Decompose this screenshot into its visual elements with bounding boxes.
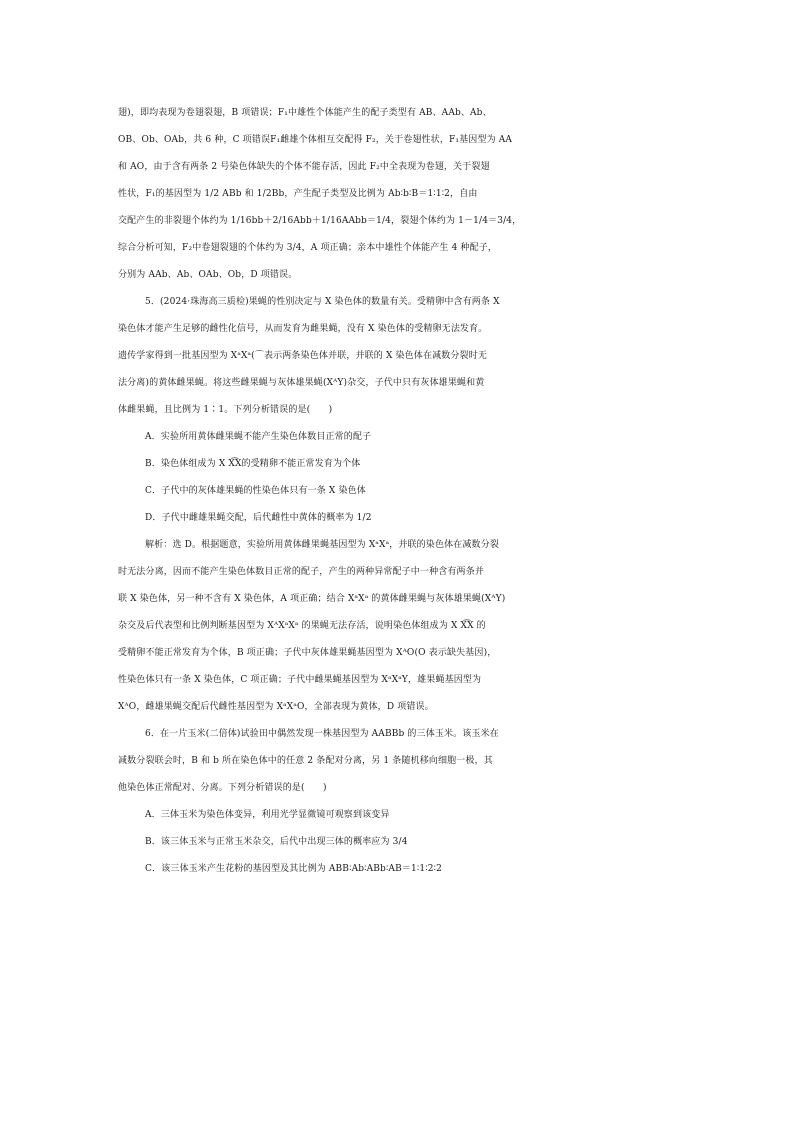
text-line: C．子代中的灰体雄果蝇的性染色体只有一条 X 染色体 <box>145 486 366 496</box>
text-line: 和 AO，由于含有两条 2 号染色体缺失的个体不能存活，因此 F₂中全表现为卷翅，关于裂翅 <box>118 162 490 172</box>
text-line: B．染色体组成为 X X͡X的受精卵不能正常发育为个体 <box>145 459 361 469</box>
text-line: 他染色体正常配对、分离。下列分析错误的是( ) <box>118 783 327 793</box>
text-line: XᴬO，雌雄果蝇交配后代雌性基因型为 XᵃXᵃO，全部表现为黄体，D 项错误。 <box>118 702 434 712</box>
text-line: 解析：选 D。根据题意，实验所用黄体雌果蝇基因型为 XᵃXᵃ，并联的染色体在减数分裂 <box>145 540 499 550</box>
text-line: C．该三体玉米产生花粉的基因型及其比例为 ABB∶Ab∶ABb∶AB＝1∶1∶2∶2 <box>145 864 442 874</box>
text-line: 综合分析可知，F₂中卷翅裂翅的个体约为 3/4，A 项正确；亲本中雄性个体能产生 4 种配子， <box>118 243 498 253</box>
text-line: 时无法分离，因而不能产生染色体数目正常的配子，产生的两种异常配子中一种含有两条并 <box>118 567 485 577</box>
text-line: 分别为 AAb、Ab、OAb、Ob，D 项错误。 <box>118 270 298 280</box>
text-line: 联 X 染色体，另一种不含有 X 染色体，A 项正确；结合 XᵃXᵃ 的黄体雌果蝇与灰体雄果蝇(XᴬY) <box>118 594 506 604</box>
text-line: 5．(2024·珠海高三质检)果蝇的性别决定与 X 染色体的数量有关。受精卵中含有两条 X <box>145 297 500 307</box>
text-line: 6．在一片玉米(二倍体)试验田中偶然发现一株基因型为 AABBb 的三体玉米。该玉米在 <box>145 729 499 739</box>
text-line: 遗传学家得到一批基因型为 XᵃXᵃ(⌒表示两条染色体并联，并联的 X 染色体在减数分裂时无 <box>118 351 488 361</box>
text-line: A．实验所用黄体雌果蝇不能产生染色体数目正常的配子 <box>145 432 372 442</box>
text-line: 交配产生的非裂翅个体约为 1/16bb＋2/16Abb＋1/16AAbb＝1/4，裂翅个体约为 1－1/4＝3/4， <box>118 216 522 226</box>
text-line: 杂交及后代表型和比例判断基因型为 XᴬXᵃXᵃ 的果蝇无法存活，说明染色体组成为 X X͡X 的 <box>118 621 486 631</box>
text-line: 性染色体只有一条 X 染色体，C 项正确；子代中雌果蝇基因型为 XᵃXᵃY，雄果蝇基因型为 <box>118 675 482 685</box>
text-line: B．该三体玉米与正常玉米杂交，后代中出现三体的概率应为 3/4 <box>145 837 408 847</box>
text-line: 减数分裂联会时，B 和 b 所在染色体中的任意 2 条配对分离，另 1 条随机移向细胞一极，其 <box>118 756 493 766</box>
text-line: A．三体玉米为染色体变异，利用光学显微镜可观察到该变异 <box>145 810 390 820</box>
text-line: OB、Ob、OAb，共 6 种，C 项错误F₁雌雄个体相互交配得 F₂，关于卷翅性状，F₁基因型为 AA <box>118 135 513 145</box>
text-line: 染色体才能产生足够的雌性化信号，从而发育为雌果蝇，没有 X 染色体的受精卵无法发育。 <box>118 324 488 334</box>
text-line: D．子代中雌雄果蝇交配，后代雌性中黄体的概率为 1/2 <box>145 513 372 523</box>
text-line: 体雌果蝇，且比例为 1∶1。下列分析错误的是( ) <box>118 405 333 415</box>
text-line: 翅)，即均表现为卷翅裂翅，B 项错误；F₁中雄性个体能产生的配子类型有 AB、AAb、Ab、 <box>118 108 492 118</box>
text-line: 法分离)的黄体雌果蝇。将这些雌果蝇与灰体雄果蝇(XᴬY)杂交，子代中只有灰体雄果蝇和黄 <box>118 378 485 388</box>
text-line: 受精卵不能正常发育为个体，B 项正确；子代中灰体雄果蝇基因型为 XᴬO(O 表示缺失基因)， <box>118 648 497 658</box>
text-line: 性状，F₁的基因型为 1/2 ABb 和 1/2Bb，产生配子类型及比例为 Ab∶b∶B＝1∶1∶2，自由 <box>118 189 478 199</box>
